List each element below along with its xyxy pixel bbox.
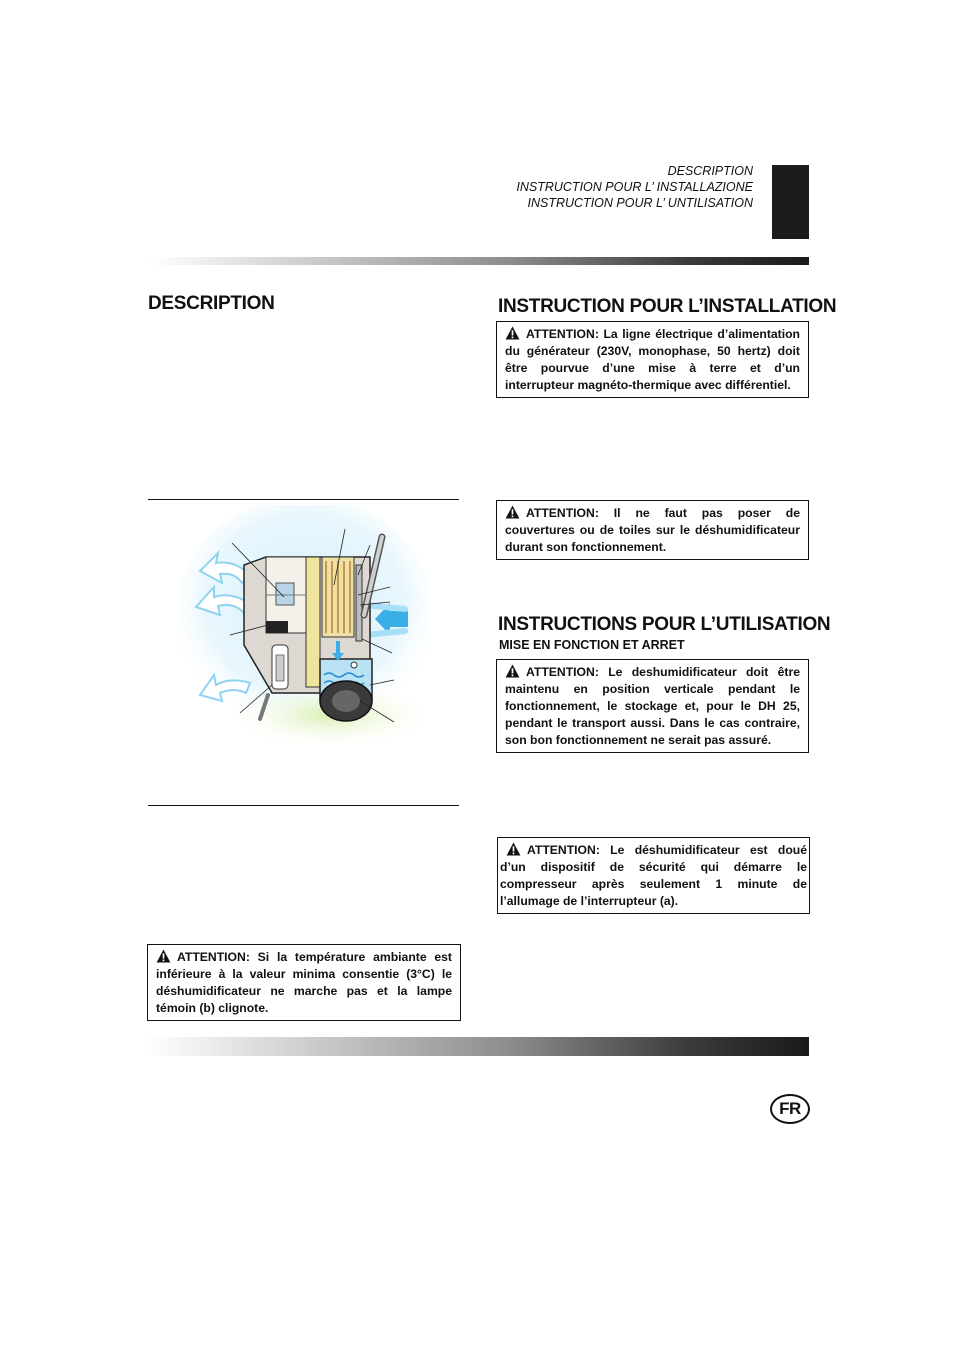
language-badge: FR bbox=[770, 1094, 810, 1124]
attention-vertical-box bbox=[496, 659, 809, 753]
dehumidifier-diagram bbox=[180, 505, 430, 760]
warning-triangle-icon bbox=[506, 842, 521, 856]
usage-title: INSTRUCTIONS POUR L’UTILISATION bbox=[498, 614, 831, 635]
attention-safety-text: ATTENTION: Le déshumidificateur est doué d’un dispositif de sécurité qui démarre le compresseur après seulement 1 minute de l’allumage de l’interrupteur (a). bbox=[500, 843, 807, 908]
warning-triangle-icon bbox=[505, 326, 520, 340]
header-line-installation: INSTRUCTION POUR L’ INSTALLAZIONE bbox=[516, 180, 753, 194]
warning-triangle-icon bbox=[505, 664, 520, 678]
attention-cover-box bbox=[496, 500, 809, 560]
coil-panel bbox=[306, 557, 320, 687]
attention-safety-box bbox=[497, 837, 810, 914]
header-line-description: DESCRIPTION bbox=[667, 164, 753, 178]
attention-power-box bbox=[496, 321, 809, 398]
description-title: DESCRIPTION bbox=[148, 293, 275, 314]
header-tab-block bbox=[772, 165, 809, 239]
attention-power-text: ATTENTION: La ligne électrique d’alimentation du générateur (230V, monophase, 50 hertz) doit être pourvue d’une mise à terre et d’un interrupteur magnéto-thermique avec différentiel. bbox=[505, 327, 800, 392]
attention-vertical-text: ATTENTION: Le deshumidificateur doit être maintenu en position verticale pendant le fonctionnement, le stockage et, pour le DH 25, pendant le transport aussi. Dans le cas contraire, son bon fonctionnement ne serait pas assuré. bbox=[505, 665, 800, 747]
installation-title: INSTRUCTION POUR L’INSTALLATION bbox=[498, 296, 837, 317]
figure-top-rule bbox=[148, 499, 459, 500]
warning-triangle-icon bbox=[505, 505, 520, 519]
attention-temperature-box bbox=[147, 944, 461, 1021]
figure-bottom-rule bbox=[148, 805, 459, 806]
usage-subtitle: MISE EN FONCTION ET ARRET bbox=[499, 638, 685, 652]
header-section-list bbox=[470, 163, 753, 211]
header-line-utilisation: INSTRUCTION POUR L’ UNTILISATION bbox=[527, 196, 753, 210]
attention-cover-text: ATTENTION: Il ne faut pas poser de couvertures ou de toiles sur le déshumidificateur durant son fonctionnement. bbox=[505, 506, 800, 554]
bottom-gradient-bar bbox=[148, 1037, 809, 1056]
attention-temperature-text: ATTENTION: Si la température ambiante est inférieure à la valeur minima consentie (3°C) le déshumidificateur ne marche pas et la lampe témoin (b) clignote. bbox=[156, 950, 452, 1015]
top-gradient-bar bbox=[148, 257, 809, 265]
control-box bbox=[266, 621, 288, 633]
warning-triangle-icon bbox=[156, 949, 171, 963]
